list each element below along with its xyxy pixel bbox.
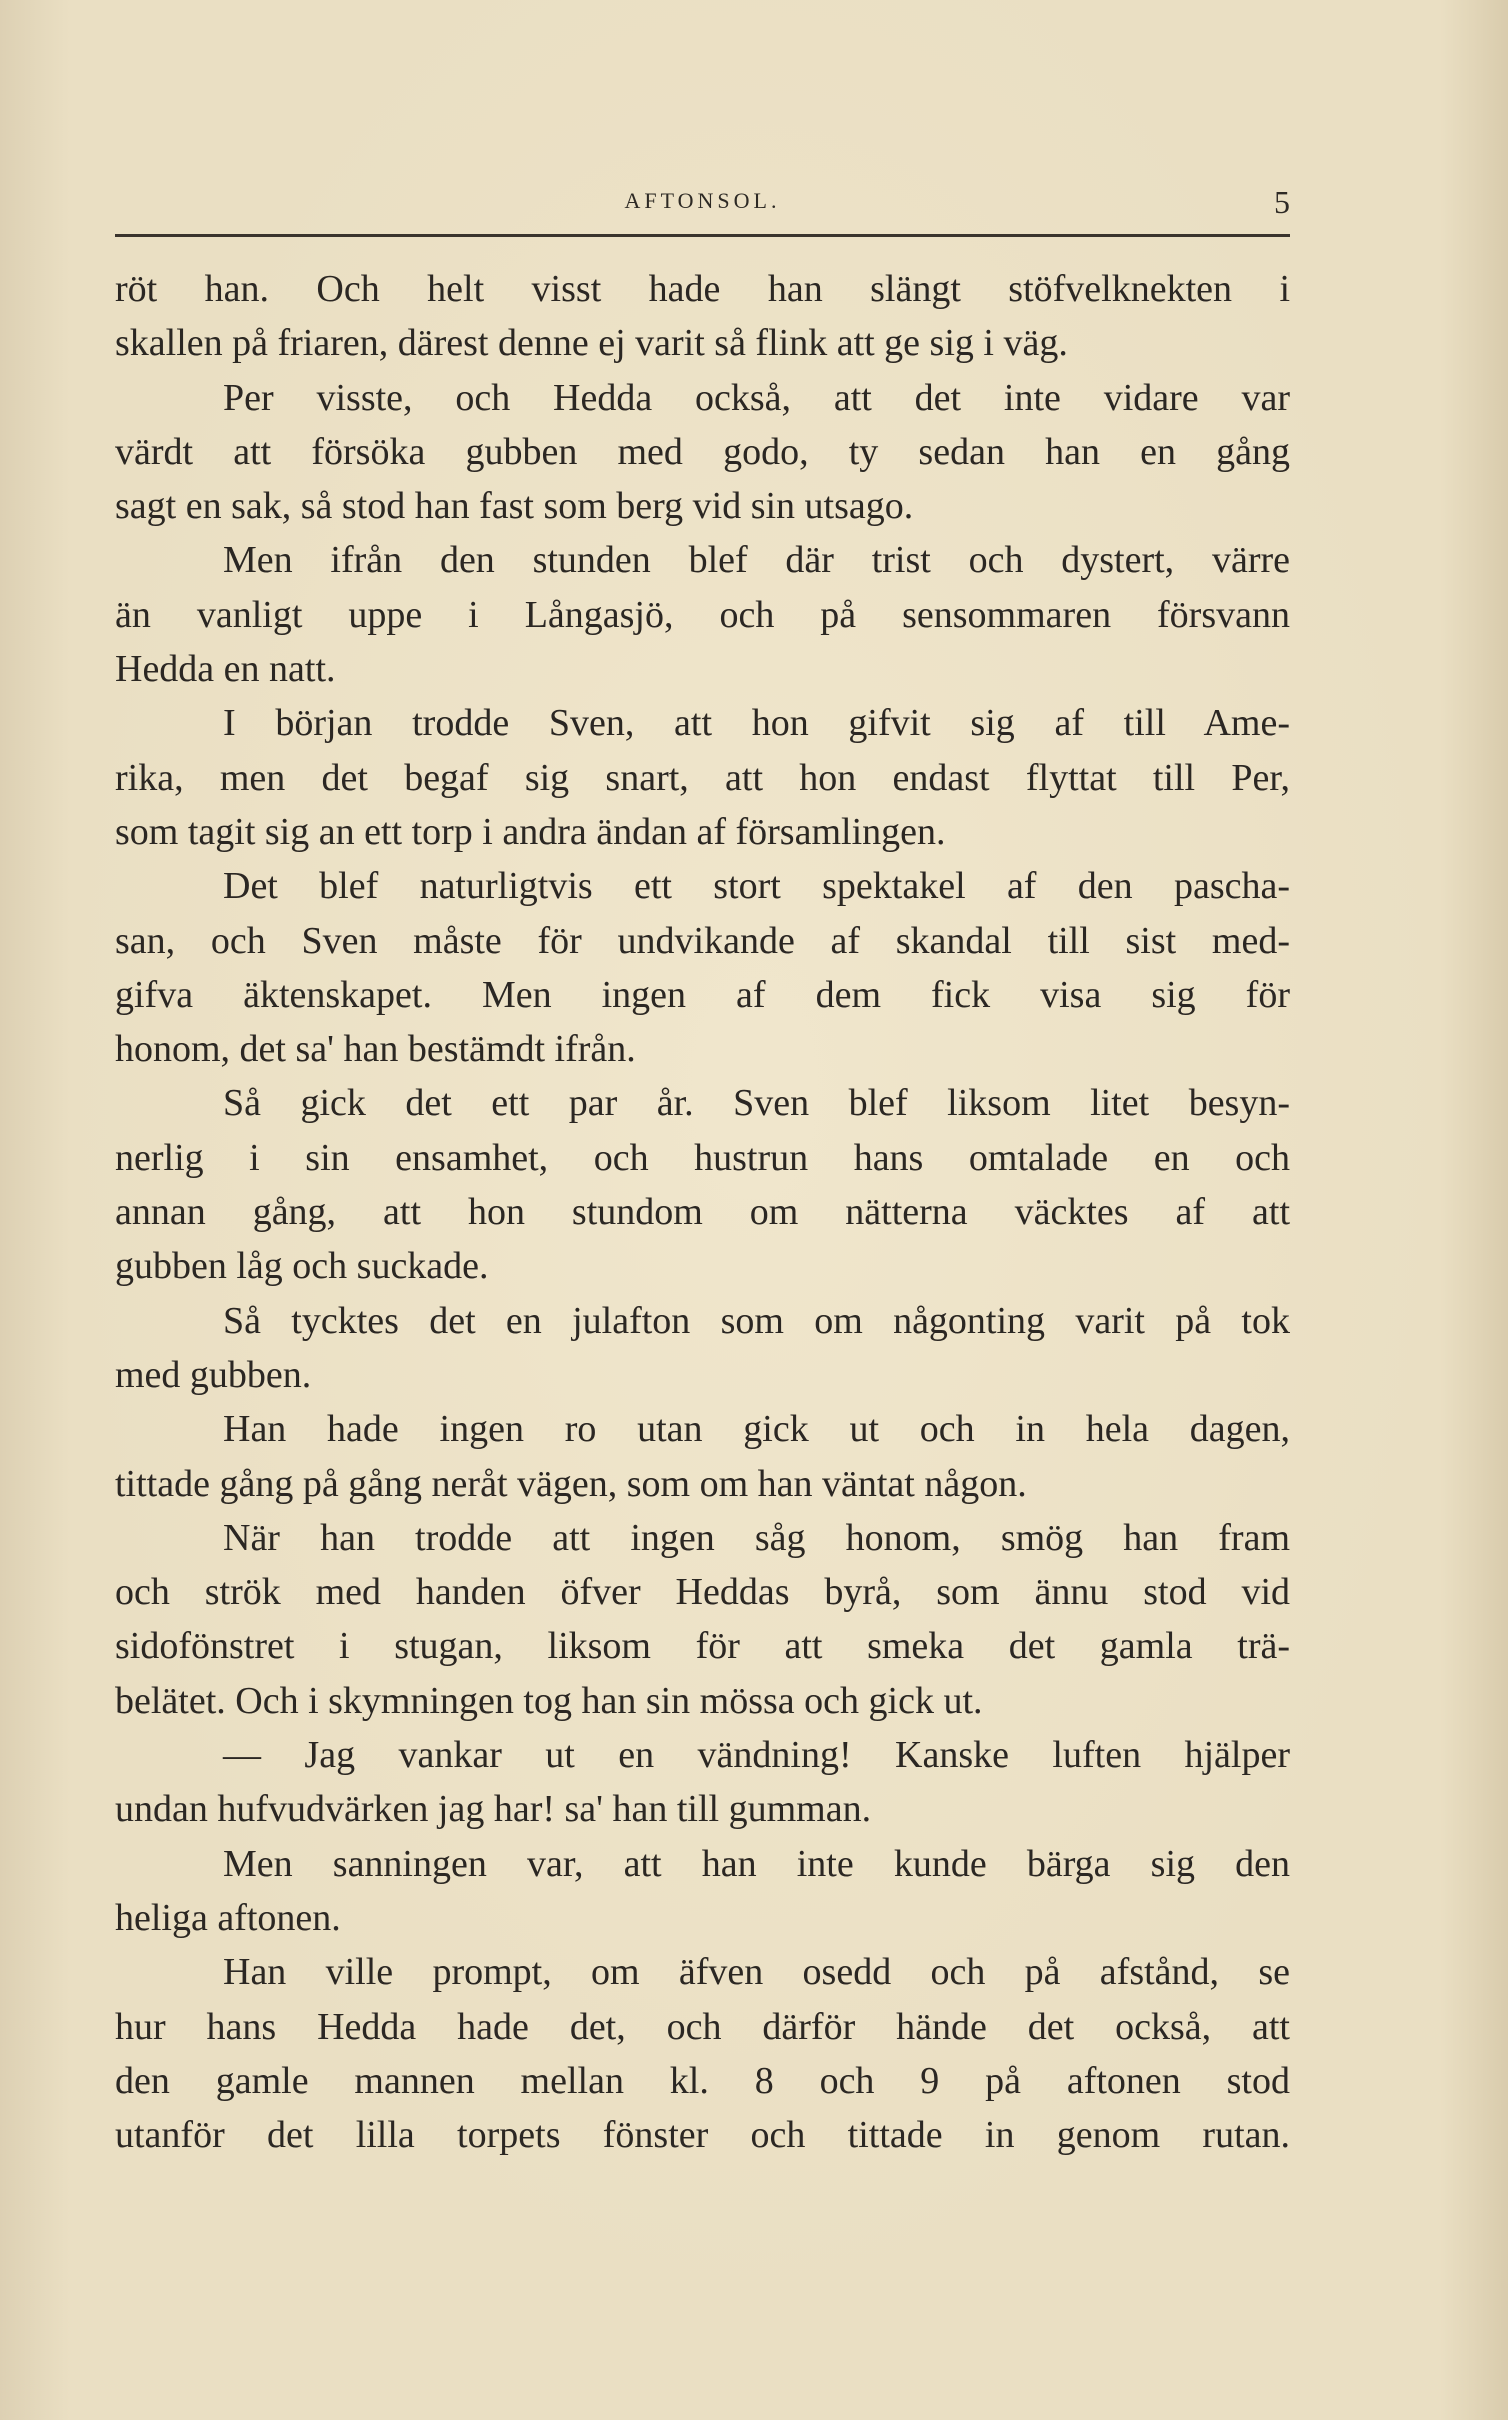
text-line: Det blef naturligtvis ett stort spektakel af den pascha- — [223, 865, 1290, 908]
text-line: gubben låg och suckade. — [115, 1245, 489, 1288]
text-line: hur hans Hedda hade det, och därför hände det också, att — [115, 2005, 1290, 2048]
text-line: heliga aftonen. — [115, 1896, 341, 1939]
text-line: och strök med handen öfver Heddas byrå, som ännu stod vid — [115, 1571, 1290, 1614]
text-line: rika, men det begaf sig snart, att hon endast flyttat till Per, — [115, 756, 1290, 799]
text-line: Men sanningen var, att han inte kunde bärga sig den — [223, 1842, 1290, 1885]
text-line: gifva äktenskapet. Men ingen af dem fick visa sig för — [115, 973, 1290, 1016]
text-line: skallen på friaren, därest denne ej varit så flink att ge sig i väg. — [115, 322, 1068, 365]
text-line: Så tycktes det en julafton som om någonting varit på tok — [223, 1299, 1290, 1342]
text-line: Hedda en natt. — [115, 648, 336, 691]
text-line: tittade gång på gång neråt vägen, som om han väntat någon. — [115, 1462, 1027, 1505]
text-line: Han hade ingen ro utan gick ut och in hela dagen, — [223, 1408, 1290, 1451]
text-line: Per visste, och Hedda också, att det inte vidare var — [223, 376, 1290, 419]
text-line: undan hufvudvärken jag har! sa' han till gumman. — [115, 1788, 872, 1831]
text-line: än vanligt uppe i Långasjö, och på sensommaren försvann — [115, 593, 1290, 636]
page-number: 5 — [1274, 184, 1290, 220]
text-line: utanför det lilla torpets fönster och tittade in genom rutan. — [115, 2114, 1290, 2157]
text-line: I början trodde Sven, att hon gifvit sig af till Ame- — [223, 702, 1290, 745]
text-line: som tagit sig an ett torp i andra ändan af församlingen. — [115, 810, 946, 853]
text-line: När han trodde att ingen såg honom, smög han fram — [223, 1516, 1290, 1559]
text-line: belätet. Och i skymningen tog han sin mössa och gick ut. — [115, 1679, 983, 1722]
text-line: med gubben. — [115, 1353, 312, 1396]
text-line: san, och Sven måste för undvikande af skandal till sist med- — [115, 919, 1290, 962]
text-line: — Jag vankar ut en vändning! Kanske luften hjälper — [223, 1734, 1290, 1777]
header-rule — [115, 234, 1290, 237]
text-line: honom, det sa' han bestämdt ifrån. — [115, 1028, 636, 1071]
running-title: AFTONSOL. — [624, 188, 781, 213]
text-line: sidofönstret i stugan, liksom för att smeka det gamla trä- — [115, 1625, 1290, 1668]
text-line: Han ville prompt, om äfven osedd och på afstånd, se — [223, 1951, 1290, 1994]
text-line: nerlig i sin ensamhet, och hustrun hans omtalade en och — [115, 1136, 1290, 1179]
text-line: Så gick det ett par år. Sven blef liksom litet besyn- — [223, 1082, 1290, 1125]
text-line: sagt en sak, så stod han fast som berg vid sin utsago. — [115, 485, 914, 528]
text-line: den gamle mannen mellan kl. 8 och 9 på aftonen stod — [115, 2059, 1290, 2102]
text-line: annan gång, att hon stundom om nätterna väcktes af att — [115, 1191, 1290, 1234]
running-head — [115, 184, 1290, 228]
text-line: Men ifrån den stunden blef där trist och dystert, värre — [223, 539, 1290, 582]
text-line: röt han. Och helt visst hade han slängt stöfvelknekten i — [115, 268, 1290, 310]
text-line: värdt att försöka gubben med godo, ty sedan han en gång — [115, 430, 1290, 473]
body-text — [115, 262, 1290, 2162]
